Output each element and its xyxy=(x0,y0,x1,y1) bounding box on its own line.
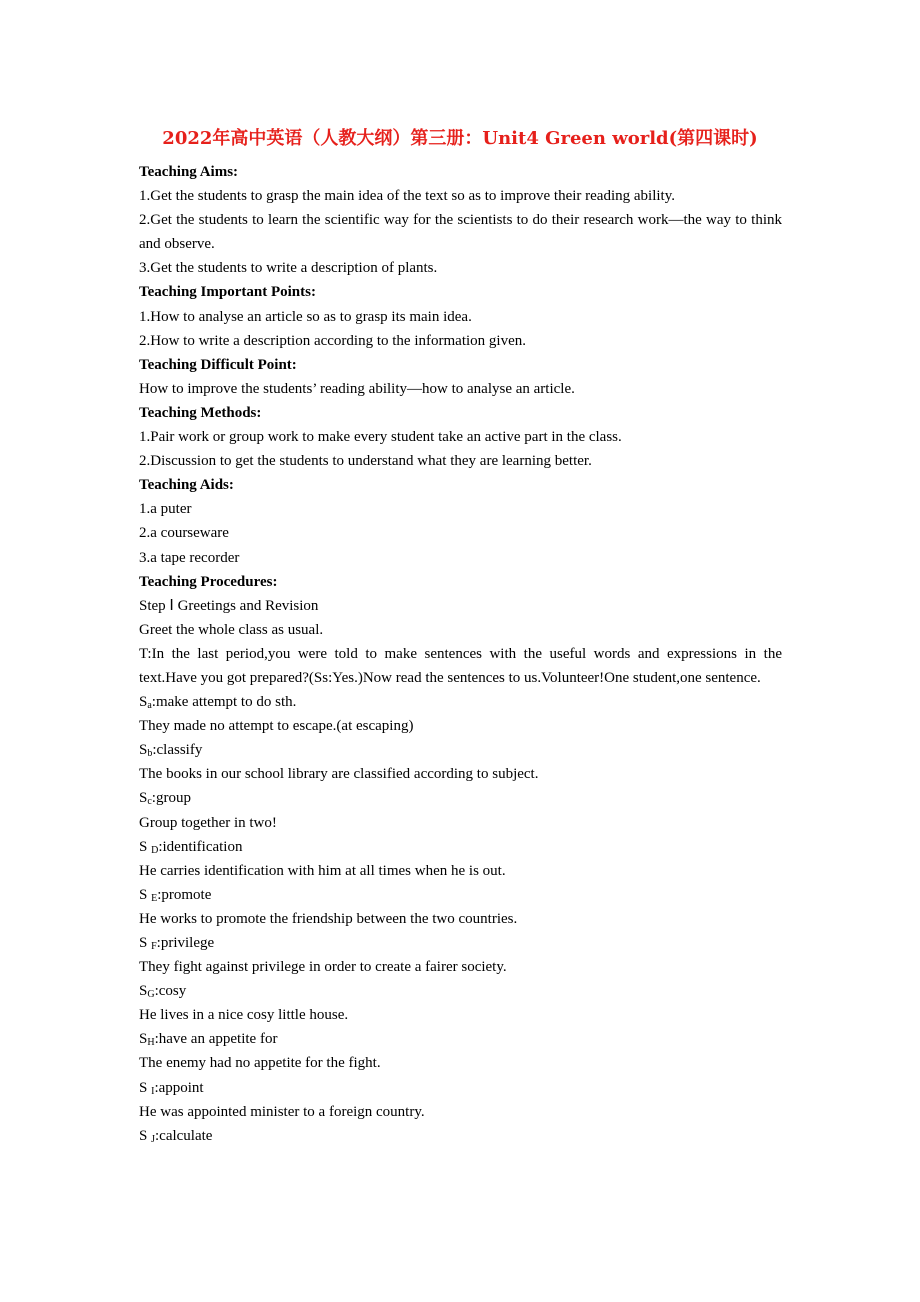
student-prefix: S xyxy=(139,886,152,903)
student-word-line xyxy=(139,1027,782,1051)
student-subscript: a xyxy=(147,700,152,712)
student-prefix: S xyxy=(139,742,148,759)
aids-item: 1.a puter xyxy=(139,501,192,518)
student-word: :classify xyxy=(152,742,203,759)
student-sentence: He was appointed minister to a foreign country. xyxy=(139,1103,425,1120)
student-subscript: H xyxy=(147,1037,155,1049)
student-word-line xyxy=(139,1076,782,1100)
student-word-line xyxy=(139,883,782,907)
student-subscript: I xyxy=(151,1085,155,1097)
student-prefix: S xyxy=(139,838,152,855)
student-subscript: E xyxy=(151,892,158,904)
student-sentence: He lives in a nice cosy little house. xyxy=(139,1007,349,1024)
student-sentence-list xyxy=(139,690,782,1148)
methods-item: 1.Pair work or group work to make every student take an active part in the class. xyxy=(139,429,622,446)
aids-heading: Teaching Aids: xyxy=(139,477,234,494)
student-prefix: S xyxy=(139,1127,152,1144)
student-sentence: The books in our school library are classified according to subject. xyxy=(139,766,539,783)
aims-item: 1.Get the students to grasp the main idea of the text so as to improve their reading ability. xyxy=(139,188,675,205)
student-word: :have an appetite for xyxy=(154,1031,278,1048)
student-word: :group xyxy=(151,790,191,807)
student-sentence: The enemy had no appetite for the fight. xyxy=(139,1055,381,1072)
greet-line: Greet the whole class as usual. xyxy=(139,621,324,638)
student-subscript: J xyxy=(151,1133,155,1145)
student-prefix: S xyxy=(139,694,148,711)
student-sentence: He carries identification with him at all times when he is out. xyxy=(139,862,506,879)
student-sentence: He works to promote the friendship between the two countries. xyxy=(139,910,518,927)
teacher-instruction: T:In the last period,you were told to make sentences with the useful words and expressions in the text.Have you got prepared?(Ss:Yes.)Now read the sentences to us.Volunteer!One student,one sentence. xyxy=(139,645,782,686)
student-prefix: S xyxy=(139,790,148,807)
student-prefix: S xyxy=(139,1031,148,1048)
aids-item: 2.a courseware xyxy=(139,525,229,542)
student-word: :calculate xyxy=(155,1127,213,1144)
step-heading: Step Ⅰ Greetings and Revision xyxy=(139,597,319,614)
student-word-line xyxy=(139,690,782,714)
student-word: :make attempt to do sth. xyxy=(151,694,297,711)
student-word-line xyxy=(139,738,782,762)
aims-item: 2.Get the students to learn the scientific way for the scientists to do their research work—the way to think and observe. xyxy=(139,212,782,253)
procedures-heading: Teaching Procedures: xyxy=(139,573,278,590)
important-heading: Teaching Important Points: xyxy=(139,284,316,301)
important-item: 1.How to analyse an article so as to grasp its main idea. xyxy=(139,308,472,325)
student-word-line xyxy=(139,979,782,1003)
student-word: :cosy xyxy=(154,983,187,1000)
student-subscript: b xyxy=(147,748,153,760)
methods-heading: Teaching Methods: xyxy=(139,404,262,421)
student-word-line xyxy=(139,1124,782,1148)
student-word-line xyxy=(139,931,782,955)
student-sentence: They fight against privilege in order to create a fairer society. xyxy=(139,959,507,976)
student-prefix: S xyxy=(139,1079,152,1096)
difficult-item: How to improve the students’ reading ability—how to analyse an article. xyxy=(139,380,575,397)
document-title: 2022年高中英语（人教大纲）第三册：Unit4 Green world(第四课时) xyxy=(162,128,758,149)
aids-item: 3.a tape recorder xyxy=(139,549,240,566)
document-body xyxy=(139,160,782,1148)
aims-heading: Teaching Aims: xyxy=(139,164,239,180)
student-prefix: S xyxy=(139,983,148,1000)
student-sentence: Group together in two! xyxy=(139,814,277,831)
student-word-line xyxy=(139,786,782,810)
methods-item: 2.Discussion to get the students to understand what they are learning better. xyxy=(139,453,592,470)
student-word: :appoint xyxy=(154,1079,204,1096)
student-subscript: F xyxy=(151,941,157,952)
student-word: :identification xyxy=(158,838,243,855)
student-word: :privilege xyxy=(156,935,215,951)
student-word-line xyxy=(139,835,782,859)
student-subscript: D xyxy=(151,844,159,856)
student-word: :promote xyxy=(157,886,212,903)
student-subscript: G xyxy=(147,989,155,1001)
student-subscript: c xyxy=(147,796,152,808)
important-item: 2.How to write a description according to the information given. xyxy=(139,332,526,349)
difficult-heading: Teaching Difficult Point: xyxy=(139,356,297,373)
student-sentence: They made no attempt to escape.(at escaping) xyxy=(139,718,414,735)
student-prefix: S xyxy=(139,935,152,951)
aims-item: 3.Get the students to write a description of plants. xyxy=(139,260,438,277)
